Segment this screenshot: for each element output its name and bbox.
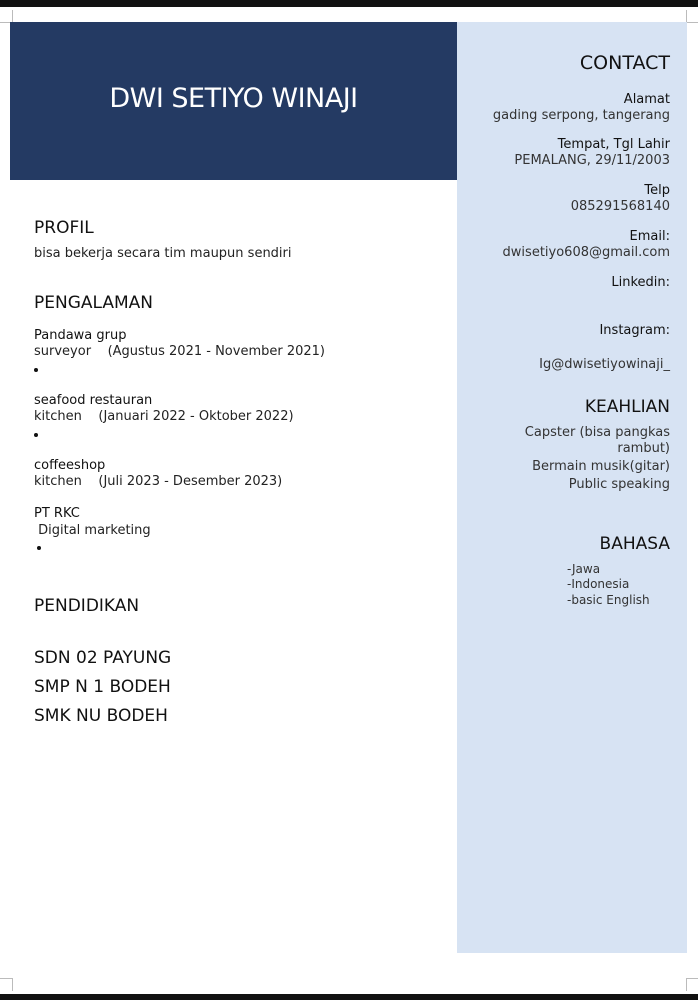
education-item: SMK NU BODEH xyxy=(34,706,168,726)
profile-text: bisa bekerja secara tim maupun sendiri xyxy=(34,246,292,261)
language-item: -Jawa xyxy=(567,562,601,576)
address-label: Alamat xyxy=(623,92,670,107)
languages-heading: BAHASA xyxy=(599,534,670,554)
bullet-point xyxy=(34,433,38,437)
instagram-value: Ig@dwisetiyowinaji_ xyxy=(539,357,670,372)
phone-label: Telp xyxy=(644,183,670,198)
page-corner-mark xyxy=(686,10,698,23)
email-value: dwisetiyo608@gmail.com xyxy=(502,245,670,260)
linkedin-label: Linkedin: xyxy=(611,275,670,290)
experience-company: seafood restauran xyxy=(34,393,153,408)
education-item: SDN 02 PAYUNG xyxy=(34,648,172,668)
experience-detail: Digital marketing xyxy=(34,523,151,538)
experience-company: PT RKC xyxy=(34,506,80,521)
bullet-point xyxy=(34,368,38,372)
experience-detail: surveyor (Agustus 2021 - November 2021) xyxy=(34,344,325,359)
birth-value: PEMALANG, 29/11/2003 xyxy=(514,153,670,168)
language-item: -Indonesia xyxy=(567,577,630,591)
language-item: -basic English xyxy=(567,593,650,607)
experience-heading: PENGALAMAN xyxy=(34,293,154,313)
bottom-bar xyxy=(0,994,698,1000)
skill-item: Public speaking xyxy=(568,477,670,492)
top-bar xyxy=(0,0,698,7)
profile-heading: PROFIL xyxy=(34,218,94,238)
experience-company: coffeeshop xyxy=(34,458,106,473)
education-item: SMP N 1 BODEH xyxy=(34,677,171,697)
address-value: gading serpong, tangerang xyxy=(492,108,670,123)
phone-value: 085291568140 xyxy=(570,199,670,214)
full-name: DWI SETIYO WINAJI xyxy=(109,83,358,114)
contact-heading: CONTACT xyxy=(579,52,670,74)
instagram-label: Instagram: xyxy=(599,323,670,338)
experience-detail: kitchen (Januari 2022 - Oktober 2022) xyxy=(34,409,294,424)
page-corner-mark xyxy=(686,978,698,991)
name-header-block xyxy=(10,22,457,180)
skill-item: Capster (bisa pangkas xyxy=(524,425,670,440)
education-heading: PENDIDIKAN xyxy=(34,596,140,616)
experience-company: Pandawa grup xyxy=(34,328,127,343)
birth-label: Tempat, Tgl Lahir xyxy=(557,137,670,152)
email-label: Email: xyxy=(629,229,670,244)
skill-item: Bermain musik(gitar) xyxy=(532,459,670,474)
page-corner-mark xyxy=(0,978,13,991)
skill-item: rambut) xyxy=(617,441,670,456)
skills-heading: KEAHLIAN xyxy=(584,397,670,417)
experience-detail: kitchen (Juli 2023 - Desember 2023) xyxy=(34,474,283,489)
bullet-point xyxy=(37,546,41,550)
